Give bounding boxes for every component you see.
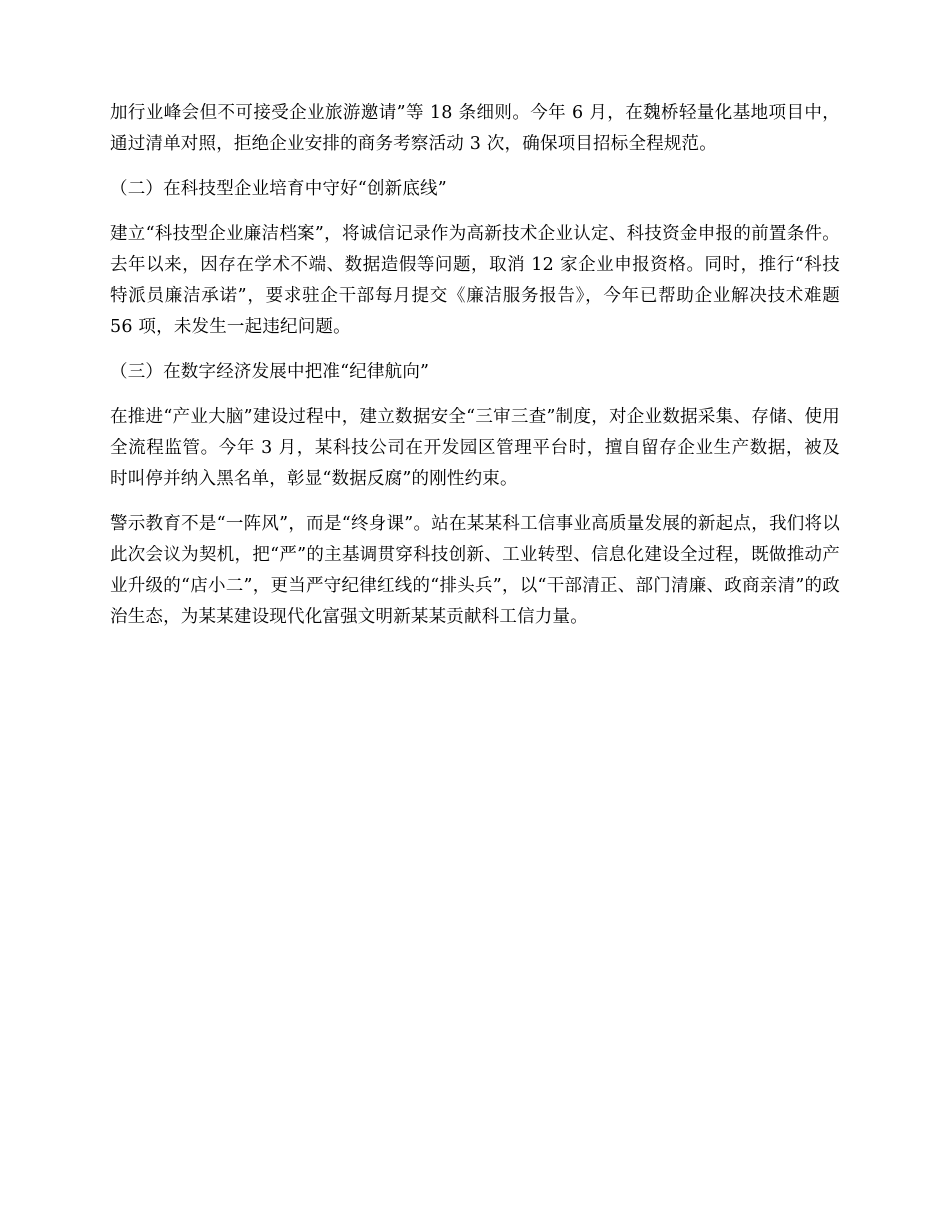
paragraph-continuation: 加行业峰会但不可接受企业旅游邀请”等 18 条细则。今年 6 月，在魏桥轻量化基地项目中，通过清单对照，拒绝企业安排的商务考察活动 3 次，确保项目招标全程规范。 — [110, 103, 840, 154]
paragraph-section-two: 建立“科技型企业廉洁档案”，将诚信记录作为高新技术企业认定、科技资金申报的前置条件。去年以来，因存在学术不端、数据造假等问题，取消 12 家企业申报资格。同时，推行“科技特派员廉洁承诺”，要求驻企干部每月提交《廉洁服务报告》，今年已帮助企业解决技术难题 56 项，未发生一起违纪问题。 — [110, 224, 840, 337]
paragraph-section-three: 在推进“产业大脑”建设过程中，建立数据安全“三审三查”制度，对企业数据采集、存储、使用全流程监管。今年 3 月，某科技公司在开发园区管理平台时，擅自留存企业生产数据，被及时叫停并纳入黑名单，彰显“数据反腐”的刚性约束。 — [110, 407, 840, 489]
paragraph-conclusion: 警示教育不是“一阵风”，而是“终身课”。站在某某科工信事业高质量发展的新起点，我们将以此次会议为契机，把“严”的主基调贯穿科技创新、工业转型、信息化建设全过程，既做推动产业升级的“店小二”，更当严守纪律红线的“排头兵”，以“干部清正、部门清廉、政商亲清”的政治生态，为某某建设现代化富强文明新某某贡献科工信力量。 — [110, 514, 840, 627]
section-heading-three: （三）在数字经济发展中把准“纪律航向” — [110, 362, 430, 382]
document-body — [110, 98, 840, 639]
section-heading-two: （二）在科技型企业培育中守好“创新底线” — [110, 179, 447, 199]
